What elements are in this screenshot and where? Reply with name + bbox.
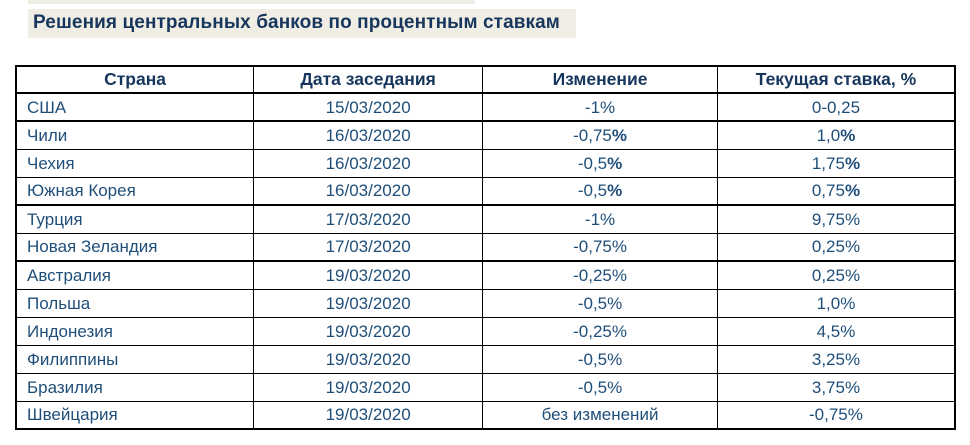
rates-table-container: [15, 65, 956, 430]
cell-country: Филиппины: [16, 345, 254, 373]
cell-country: Австралия: [16, 261, 254, 289]
cell-date: 19/03/2020: [254, 261, 483, 289]
cell-country: Турция: [16, 205, 254, 233]
cell-rate: 9,75%: [717, 205, 955, 233]
table-row: [16, 121, 955, 149]
cell-date: 19/03/2020: [254, 373, 483, 401]
cell-change: -0,75%: [483, 121, 718, 149]
column-header-rate: Текущая ставка, %: [717, 66, 955, 93]
percent-sign: %: [607, 181, 623, 201]
column-header-date: Дата заседания: [254, 66, 483, 93]
table-row: [16, 373, 955, 401]
cell-country: Индонезия: [16, 317, 254, 345]
page-title: Решения центральных банков по процентным ставкам: [28, 9, 576, 38]
cell-date: 17/03/2020: [254, 205, 483, 233]
cell-change: -0,5%: [483, 149, 718, 177]
cell-country: США: [16, 93, 254, 121]
table-row: [16, 317, 955, 345]
cell-date: 16/03/2020: [254, 149, 483, 177]
cell-change: -1%: [483, 205, 718, 233]
cell-date: 19/03/2020: [254, 317, 483, 345]
cell-change: -0,5%: [483, 373, 718, 401]
percent-sign: %: [844, 181, 861, 201]
table-row: [16, 149, 955, 177]
cell-date: 19/03/2020: [254, 401, 483, 429]
cell-date: 16/03/2020: [254, 177, 483, 205]
percent-sign: %: [840, 125, 856, 145]
table-row: [16, 289, 955, 317]
column-header-country: Страна: [16, 66, 254, 93]
cell-change: -0,75%: [483, 233, 718, 261]
table-row: [16, 177, 955, 205]
cell-country: Швейцария: [16, 401, 254, 429]
highlight-strip: [28, 0, 475, 4]
cell-change: без изменений: [483, 401, 718, 429]
cell-rate: 0-0,25: [717, 93, 955, 121]
table-row: [16, 205, 955, 233]
cell-date: 19/03/2020: [254, 289, 483, 317]
cell-rate: 0,25%: [717, 261, 955, 289]
cell-country: Бразилия: [16, 373, 254, 401]
cell-country: Новая Зеландия: [16, 233, 254, 261]
table-row: [16, 233, 955, 261]
cell-rate: 1,75%: [717, 149, 955, 177]
cell-country: Южная Корея: [16, 177, 254, 205]
cell-rate: 3,25%: [717, 345, 955, 373]
cell-country: Польша: [16, 289, 254, 317]
cell-rate: 1,0%: [717, 121, 955, 149]
table-row: [16, 345, 955, 373]
table-row: [16, 401, 955, 429]
cell-country: Чехия: [16, 149, 254, 177]
table-row: [16, 93, 955, 121]
cell-change: -0,25%: [483, 317, 718, 345]
cell-change: -0,25%: [483, 261, 718, 289]
cell-change: -0,5%: [483, 345, 718, 373]
percent-sign: %: [844, 153, 861, 173]
cell-date: 15/03/2020: [254, 93, 483, 121]
table-row: [16, 261, 955, 289]
cell-rate: -0,75%: [717, 401, 955, 429]
cell-change: -0,5%: [483, 177, 718, 205]
cell-change: -1%: [483, 93, 718, 121]
column-header-change: Изменение: [483, 66, 718, 93]
cell-date: 16/03/2020: [254, 121, 483, 149]
rates-table: [15, 65, 956, 430]
cell-rate: 3,75%: [717, 373, 955, 401]
cell-rate: 0,75%: [717, 177, 955, 205]
table-header-row: [16, 66, 955, 93]
cell-rate: 4,5%: [717, 317, 955, 345]
cell-date: 17/03/2020: [254, 233, 483, 261]
percent-sign: %: [611, 125, 627, 145]
percent-sign: %: [607, 153, 623, 173]
cell-country: Чили: [16, 121, 254, 149]
cell-rate: 1,0%: [717, 289, 955, 317]
cell-date: 19/03/2020: [254, 345, 483, 373]
cell-change: -0,5%: [483, 289, 718, 317]
cell-rate: 0,25%: [717, 233, 955, 261]
